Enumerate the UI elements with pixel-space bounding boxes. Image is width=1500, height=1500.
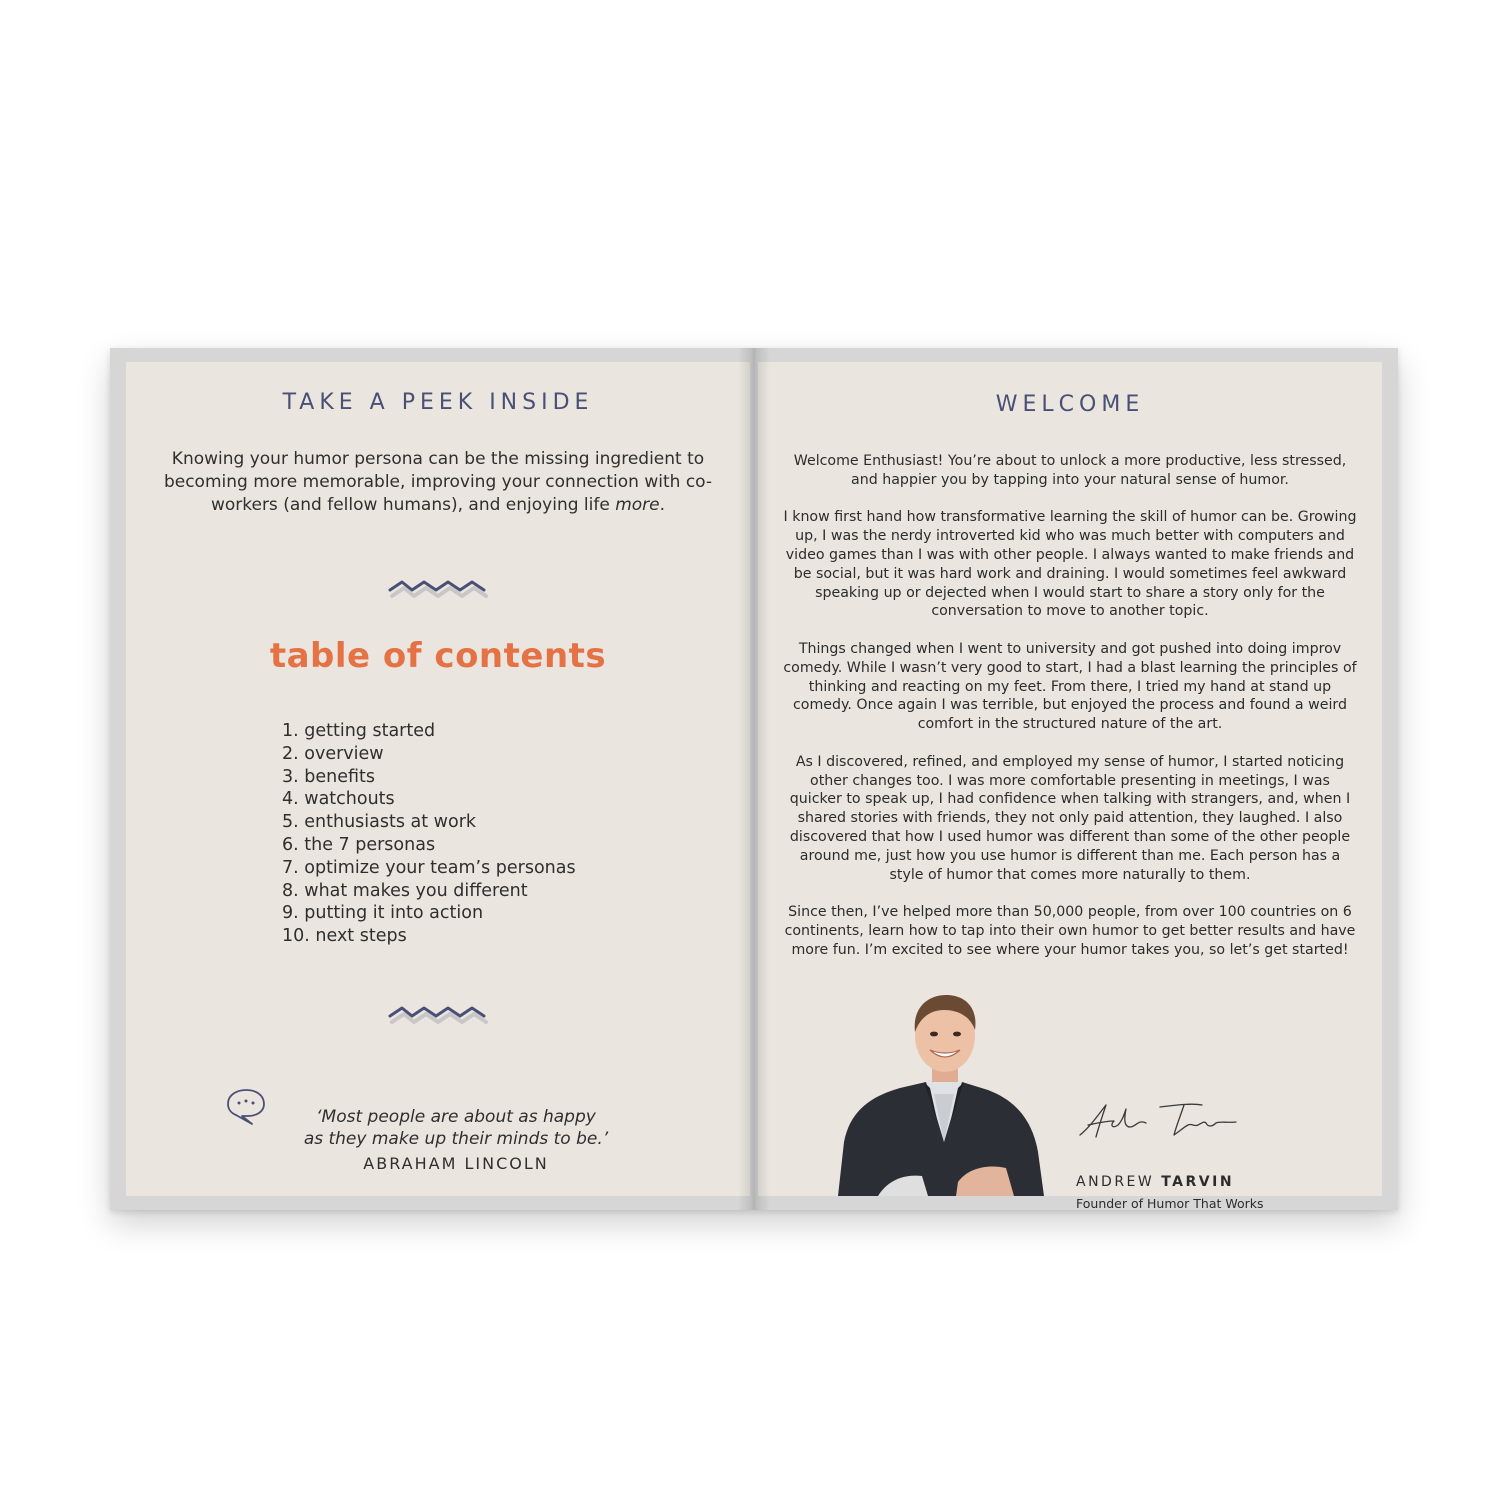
welcome-letter — [782, 452, 1358, 978]
page-heading: TAKE A PEEK INSIDE — [282, 390, 594, 415]
toc-item: 5. enthusiasts at work — [282, 812, 477, 833]
author-photo — [838, 992, 1048, 1196]
author-name — [1076, 1174, 1234, 1190]
quote-line: ‘Most people are about as happy — [316, 1107, 596, 1127]
author-signature — [1076, 1097, 1256, 1145]
toc-item: 3. benefits — [282, 766, 375, 787]
intro-emphasis: more — [615, 495, 660, 515]
quote-line: as they make up their minds to be.’ — [303, 1129, 609, 1149]
intro-text: Knowing your humor persona can be the missing ingredient to becoming more memorable, improving your connection with co-workers (and fellow humans), and enjoying life — [163, 449, 713, 515]
toc-item: 9. putting it into action — [282, 903, 484, 924]
author-title: Founder of Humor That Works — [1076, 1196, 1264, 1211]
zigzag-wave-icon — [386, 576, 490, 602]
letter-paragraph: Welcome Enthusiast! You’re about to unlock a more productive, less stressed, and happier you by tapping into your natural sense of humor. — [793, 453, 1347, 488]
toc-title: table of contents — [269, 636, 607, 676]
page-heading: WELCOME — [995, 392, 1145, 417]
toc-item: 8. what makes you different — [282, 880, 528, 901]
letter-paragraph: As I discovered, refined, and employed my sense of humor, I started noticing other changes too. I was more comfortable presenting in meetings, I was quicker to speak up, I had confidence when talking with strangers, and, when I shared stories with friends, they not only paid attention, they laughed. I also discovered that how I used humor was different than some of the other people around me, just how you use humor is different than me. Each person has a style of humor that comes more naturally to them. — [789, 753, 1351, 883]
intro-paragraph — [146, 448, 730, 517]
letter-paragraph: I know first hand how transformative learning the skill of humor can be. Growing up, I was the nerdy introverted kid who was much better with computers and video games than I was with other people. I always wanted to make friends and be social, but it was hard work and draining. I would sometimes feel awkward speaking up or dejected when I would start to share a story only for the conversation to move to another topic. — [783, 509, 1357, 620]
intro-end: . — [659, 495, 666, 515]
toc-item: 1. getting started — [282, 721, 436, 741]
toc-item: 2. overview — [282, 743, 384, 764]
letter-paragraph: Things changed when I went to university and got pushed into doing improv comedy. While I wasn’t very good to start, I had a blast learning the principles of thinking and reacting on my feet. From there, I tried my hand at stand up comedy. Once again I was terrible, but enjoyed the process and found a weird comfort in the structured nature of the art. — [783, 640, 1357, 733]
toc-item: 4. watchouts — [282, 789, 395, 810]
quote-author: ABRAHAM LINCOLN — [363, 1154, 549, 1173]
toc-item: 10. next steps — [282, 926, 407, 947]
author-last-name: TARVIN — [1161, 1174, 1235, 1190]
left-page — [126, 362, 750, 1196]
quote-text — [246, 1106, 666, 1150]
toc-item: 7. optimize your team’s personas — [282, 857, 576, 878]
toc-item: 6. the 7 personas — [282, 834, 436, 855]
right-page — [758, 362, 1382, 1211]
open-book — [110, 348, 1398, 1210]
letter-paragraph: Since then, I’ve helped more than 50,000 people, from over 100 countries on 6 continents, learn how to tap into their own humor to get better results and have more fun. I’m excited to see where your humor takes you, so let’s get started! — [784, 904, 1356, 958]
toc-list — [282, 720, 576, 948]
zigzag-wave-icon — [386, 1002, 490, 1028]
author-first-name: ANDREW — [1076, 1174, 1162, 1190]
